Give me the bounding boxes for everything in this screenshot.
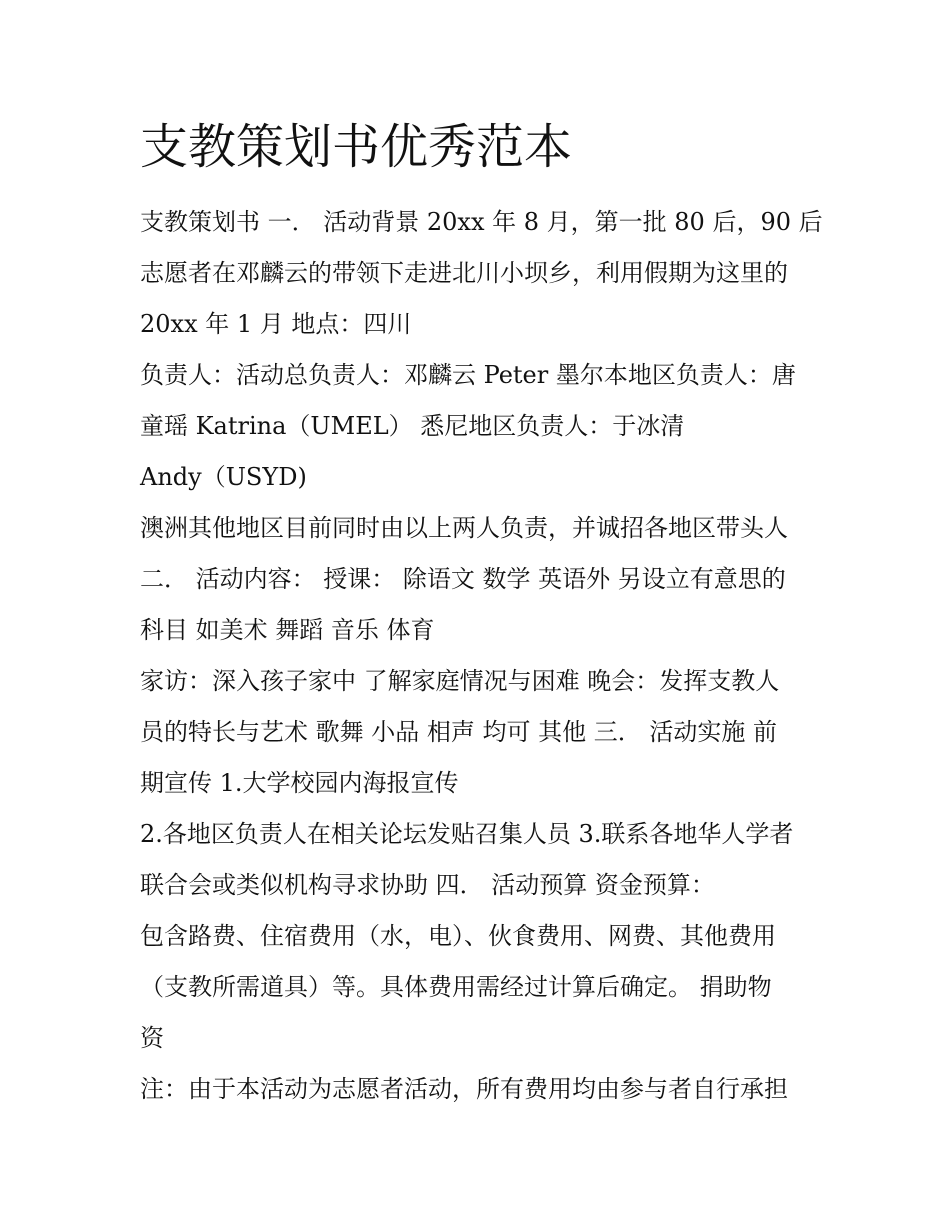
body-line: （支教所需道具）等。具体费用需经过计算后确定。 捐助物 — [140, 973, 772, 1001]
body-line: 澳洲其他地区目前同时由以上两人负责，并诚招各地区带头人 — [140, 514, 788, 542]
body-line: 童瑶 Katrina（UMEL） 悉尼地区负责人：于冰清 — [140, 412, 685, 440]
body-line: 2.各地区负责人在相关论坛发贴召集人员 3.联系各地华人学者 — [140, 820, 794, 848]
body-line: 20xx 年 1 月 地点：四川 — [140, 310, 412, 338]
body-line: 期宣传 1.大学校园内海报宣传 — [140, 769, 459, 797]
body-line: 支教策划书 一． 活动背景 20xx 年 8 月，第一批 80 后，90 后 — [140, 208, 823, 236]
body-line: 包含路费、住宿费用（水，电）、伙食费用、网费、其他费用 — [140, 922, 776, 950]
body-line: 二． 活动内容： 授课： 除语文 数学 英语外 另设立有意思的 — [140, 565, 786, 593]
body-line: 注：由于本活动为志愿者活动，所有费用均由参与者自行承担 — [140, 1075, 788, 1103]
document-title: 支教策划书优秀范本 — [140, 119, 573, 175]
body-line: 志愿者在邓麟云的带领下走进北川小坝乡，利用假期为这里的 — [140, 259, 788, 287]
body-line: 负责人：活动总负责人：邓麟云 Peter 墨尔本地区负责人：唐 — [140, 361, 796, 389]
body-line: 家访：深入孩子家中 了解家庭情况与困难 晚会：发挥支教人 — [140, 667, 780, 695]
body-line: Andy（USYD) — [140, 463, 307, 491]
body-line: 员的特长与艺术 歌舞 小品 相声 均可 其他 三． 活动实施 前 — [140, 718, 778, 746]
body-line: 科目 如美术 舞蹈 音乐 体育 — [140, 616, 435, 644]
body-line: 联合会或类似机构寻求协助 四． 活动预算 资金预算： — [140, 871, 715, 899]
body-line: 资 — [140, 1024, 164, 1052]
